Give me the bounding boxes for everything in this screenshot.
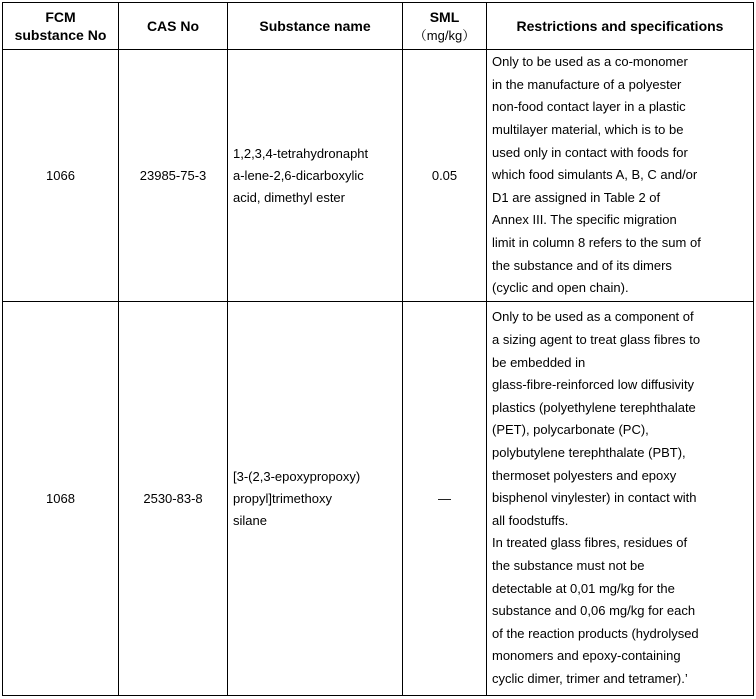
substance-name-cell	[228, 50, 403, 302]
header-fcm-no	[3, 3, 119, 50]
restrictions-line: limit in column 8 refers to the sum of	[492, 234, 701, 250]
restrictions-line: D1 are assigned in Table 2 of	[492, 189, 661, 205]
fcm-no-cell: 1068	[3, 302, 119, 696]
restrictions-line: detectable at 0,01 mg/kg for the	[492, 580, 675, 596]
restrictions-line: a sizing agent to treat glass fibres to	[492, 332, 701, 348]
restrictions-line: the substance must not be	[492, 557, 645, 573]
header-fcm-no-line-2: substance No	[14, 27, 107, 43]
restrictions-line: all foodstuffs.	[492, 512, 569, 528]
header-sml	[403, 3, 487, 50]
restrictions-line: glass-fibre-reinforced low diffusivity	[492, 377, 695, 393]
restrictions-line: (PET), polycarbonate (PC),	[492, 422, 649, 438]
cas-no-cell: 23985-75-3	[119, 50, 228, 302]
header-sml-label: SML	[429, 8, 460, 25]
header-substance-name: Substance name	[228, 3, 403, 50]
restrictions-line: of the reaction products (hydrolysed	[492, 625, 699, 641]
restrictions-line: which food simulants A, B, C and/or	[492, 167, 698, 183]
sml-cell: —	[403, 302, 487, 696]
restrictions-cell	[487, 50, 754, 302]
restrictions-line: plastics (polyethylene terephthalate	[492, 399, 696, 415]
restrictions-line: bisphenol vinylester) in contact with	[492, 490, 697, 506]
substance-name-line: a-lene-2,6-dicarboxylic	[233, 167, 364, 183]
header-sml-unit: （mg/kg）	[413, 27, 476, 43]
table-row	[3, 50, 754, 302]
header-row	[3, 3, 754, 50]
table-row	[3, 302, 754, 696]
header-cas-no: CAS No	[119, 3, 228, 50]
restrictions-line: Only to be used as a component of	[492, 309, 694, 325]
header-restrictions: Restrictions and specifications	[487, 3, 754, 50]
cas-no-cell: 2530-83-8	[119, 302, 228, 696]
restrictions-line: substance and 0,06 mg/kg for each	[492, 603, 696, 619]
restrictions-line: multilayer material, which is to be	[492, 122, 684, 138]
restrictions-line: non-food contact layer in a plastic	[492, 99, 686, 115]
restrictions-line: the substance and of its dimers	[492, 257, 672, 273]
substance-table	[2, 2, 754, 696]
substance-name-line: acid, dimethyl ester	[233, 189, 345, 205]
restrictions-line: (cyclic and open chain).	[492, 280, 629, 296]
substance-name-cell	[228, 302, 403, 696]
sml-cell: 0.05	[403, 50, 487, 302]
restrictions-line: thermoset polyesters and epoxy	[492, 467, 677, 483]
header-fcm-no-line-1: FCM	[45, 9, 76, 25]
restrictions-line: Only to be used as a co-monomer	[492, 54, 688, 70]
restrictions-line: Annex III. The specific migration	[492, 212, 677, 228]
substance-name-line: [3-(2,3-epoxypropoxy)	[233, 468, 361, 484]
substance-name-line: 1,2,3,4-tetrahydronapht	[233, 145, 369, 161]
restrictions-cell	[487, 302, 754, 696]
substance-name-line: silane	[233, 512, 267, 528]
restrictions-line: monomers and epoxy-containing	[492, 648, 681, 664]
fcm-no-cell: 1066	[3, 50, 119, 302]
restrictions-line: cyclic dimer, trimer and tetramer).’	[492, 670, 688, 686]
restrictions-line: be embedded in	[492, 354, 586, 370]
restrictions-line: polybutylene terephthalate (PBT),	[492, 445, 686, 461]
substance-name-line: propyl]trimethoxy	[233, 490, 332, 506]
restrictions-line: In treated glass fibres, residues of	[492, 535, 688, 551]
restrictions-line: in the manufacture of a polyester	[492, 76, 682, 92]
restrictions-line: used only in contact with foods for	[492, 144, 688, 160]
